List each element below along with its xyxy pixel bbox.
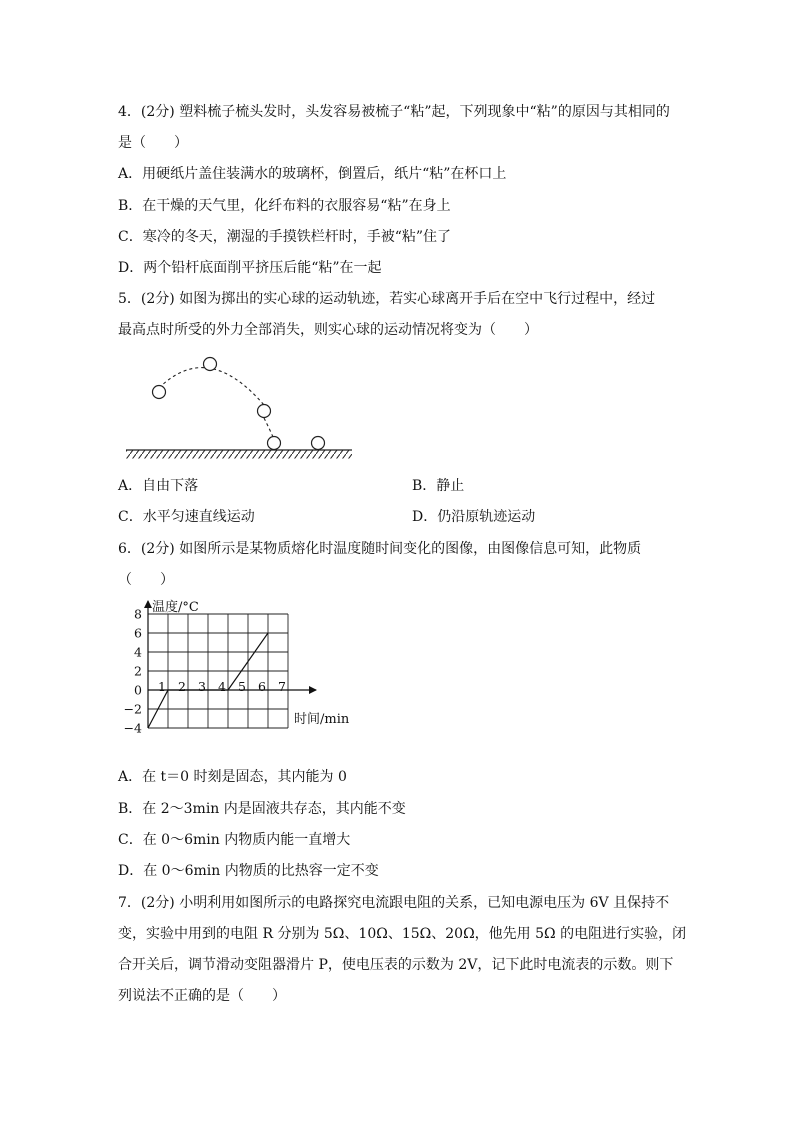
- y-axis-label: 温度/°C: [152, 600, 199, 615]
- q6-stem-line1: 6．(2分) 如图所示是某物质熔化时温度随时间变化的图像，由图像信息可知，此物质: [118, 541, 642, 557]
- y-tick-label: −4: [123, 720, 142, 736]
- q7-stem-line4: 列说法不正确的是（ ）: [118, 988, 286, 1004]
- q7-stem-line1: 7．(2分) 小明利用如图所示的电路探究电流跟电阻的关系，已知电源电压为 6V 且保持不: [118, 895, 670, 911]
- q6-option-d: D．在 0～6min 内物质的比热容一定不变: [118, 863, 379, 879]
- x-tick-label: 2: [178, 679, 186, 694]
- q4-option-b: B．在干燥的天气里，化纤布料的衣服容易“粘”在身上: [118, 198, 451, 214]
- y-tick-label: 4: [134, 644, 142, 660]
- x-tick-label: 4: [218, 679, 226, 694]
- ball-4: [268, 437, 281, 450]
- ground-hatching: [126, 451, 352, 459]
- x-tick-label: 5: [238, 679, 246, 694]
- y-tick-label: 2: [134, 663, 142, 679]
- y-tick-label: 0: [134, 682, 142, 698]
- q4-stem-line2: 是（ ）: [118, 135, 188, 151]
- fall-dashed-path: [264, 418, 273, 437]
- q6-stem-line2: （ ）: [118, 572, 174, 588]
- q6-option-c: C．在 0～6min 内物质内能一直增大: [118, 832, 351, 848]
- x-axis-label: 时间/min: [294, 712, 350, 727]
- q5-option-c: C．水平匀速直线运动: [118, 509, 255, 525]
- ball-3: [258, 405, 271, 418]
- y-tick-label: −2: [123, 701, 142, 717]
- x-tick-label: 7: [278, 679, 286, 694]
- trajectory-figure: [118, 350, 358, 464]
- ball-2-highest: [204, 358, 217, 371]
- trajectory-dashed-path: [159, 368, 264, 405]
- x-tick-label: 1: [158, 679, 166, 694]
- q5-option-a: A．自由下落: [118, 478, 199, 494]
- q5-stem-line2: 最高点时所受的外力全部消失，则实心球的运动情况将变为（ ）: [118, 322, 538, 338]
- q4-stem-line1: 4．(2分) 塑料梳子梳头发时，头发容易被梳子“粘”起，下列现象中“粘”的原因与其相同的: [118, 104, 670, 120]
- y-tick-label: 6: [134, 625, 142, 641]
- x-tick-label: 6: [258, 679, 266, 694]
- q6-option-a: A．在 t＝0 时刻是固态，其内能为 0: [118, 769, 347, 785]
- ball-5: [312, 437, 325, 450]
- y-tick-label: 8: [134, 606, 142, 622]
- q5-option-d: D．仍沿原轨迹运动: [412, 509, 536, 525]
- q5-stem-line1: 5．(2分) 如图为掷出的实心球的运动轨迹，若实心球离开手后在空中飞行过程中，经过: [118, 291, 656, 307]
- q4-option-a: A．用硬纸片盖住装满水的玻璃杯，倒置后，纸片“粘”在杯口上: [118, 166, 507, 182]
- q6-option-b: B．在 2～3min 内是固液共存态，其内能不变: [118, 801, 406, 817]
- q4-option-c: C．寒冷的冬天，潮湿的手摸铁栏杆时，手被“粘”住了: [118, 229, 452, 245]
- ball-1: [153, 386, 166, 399]
- q4-option-d: D．两个铅杆底面削平挤压后能“粘”在一起: [118, 260, 382, 276]
- chart-grid: [148, 614, 288, 728]
- q7-stem-line3: 合开关后，调节滑动变阻器滑片 P，使电压表的示数为 2V，记下此时电流表的示数。则下: [118, 957, 674, 973]
- temperature-time-chart: [114, 595, 364, 755]
- x-tick-label: 3: [198, 679, 206, 694]
- q7-stem-line2: 变，实验中用到的电阻 R 分别为 5Ω、10Ω、15Ω、20Ω，他先用 5Ω 的电阻进行实验，闭: [118, 926, 687, 942]
- q5-option-b: B．静止: [412, 478, 465, 494]
